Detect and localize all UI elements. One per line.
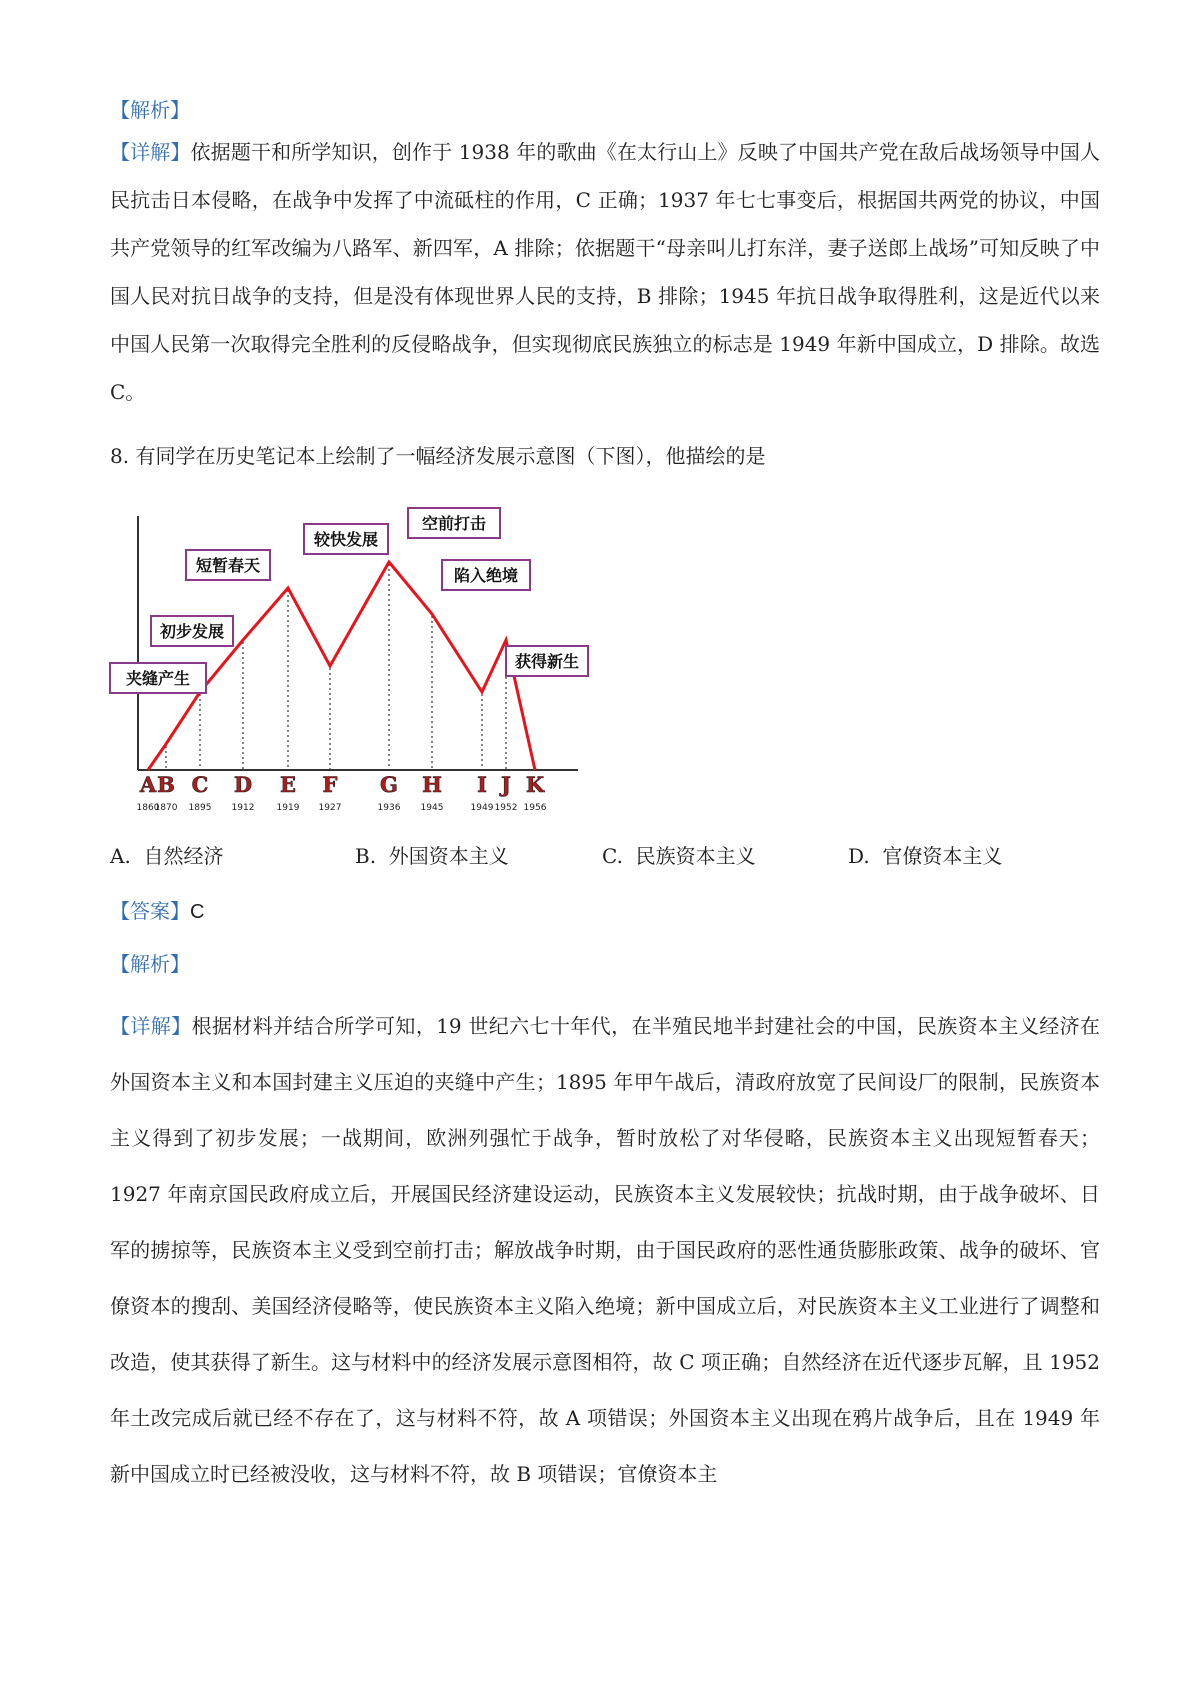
detail-paragraph-1 — [110, 128, 1100, 416]
tick-year-d: 1912 — [231, 803, 255, 813]
tick-year-g: 1936 — [377, 803, 401, 813]
question-text: 8. 有同学在历史笔记本上绘制了一幅经济发展示意图（下图），他描绘的是 — [110, 444, 766, 468]
tick-letter-k: K — [525, 772, 545, 797]
stage-label-3 — [186, 550, 270, 580]
option-c-text: 民族资本主义 — [635, 844, 756, 868]
option-c-letter: C. — [602, 844, 623, 868]
analysis-heading-1: 【解析】 — [110, 98, 190, 122]
answer-value: C — [190, 901, 205, 923]
tick-year-f: 1927 — [318, 803, 342, 813]
answer-line — [110, 895, 204, 924]
detail-label-1: 【详解】 — [110, 140, 191, 164]
tick-letter-g: G — [380, 772, 398, 797]
option-b[interactable] — [355, 840, 509, 869]
option-b-text: 外国资本主义 — [388, 844, 509, 868]
stage-label-1 — [110, 663, 206, 693]
tick-year-k: 1956 — [523, 803, 547, 813]
tick-year-b: 1870 — [154, 803, 178, 813]
option-a-text: 自然经济 — [143, 844, 224, 868]
tick-letter-f: F — [322, 772, 338, 797]
stage-label-text-1: 夹缝产生 — [125, 669, 191, 688]
answer-label: 【答案】 — [110, 899, 190, 923]
tick-year-h: 1945 — [420, 803, 444, 813]
tick-letter-d: D — [233, 772, 253, 797]
tick-letter-a: A — [139, 772, 157, 797]
option-d-letter: D. — [848, 844, 870, 868]
detail-label-2: 【详解】 — [110, 1014, 192, 1038]
stage-label-6 — [442, 560, 530, 590]
option-c[interactable] — [602, 840, 756, 869]
economic-development-chart — [108, 508, 588, 813]
stage-label-7 — [506, 646, 588, 676]
tick-letter-i: I — [477, 772, 487, 797]
stage-label-text-7: 获得新生 — [514, 652, 580, 671]
option-a[interactable] — [110, 840, 224, 869]
stage-label-2 — [151, 616, 233, 646]
stage-label-5 — [408, 508, 500, 538]
tick-year-c: 1895 — [188, 803, 212, 813]
analysis-heading-2: 【解析】 — [110, 952, 190, 976]
stage-label-text-6: 陷入绝境 — [453, 566, 519, 585]
option-b-letter: B. — [355, 844, 377, 868]
tick-year-j: 1952 — [494, 803, 518, 813]
detail-paragraph-2 — [110, 998, 1100, 1502]
tick-letter-j: J — [501, 772, 511, 797]
stage-label-4 — [304, 524, 388, 554]
tick-letter-e: E — [279, 772, 297, 797]
option-d-text: 官僚资本主义 — [882, 844, 1003, 868]
tick-letter-c: C — [191, 772, 209, 797]
tick-letter-h: H — [422, 772, 442, 797]
stage-label-text-5: 空前打击 — [421, 514, 487, 533]
tick-letter-b: B — [157, 772, 175, 797]
detail-text-1: 依据题干和所学知识，创作于 1938 年的歌曲《在太行山上》反映了中国共产党在敌后战场领导中国人民抗击日本侵略，在战争中发挥了中流砥柱的作用，C 正确；1937 年七七事变后，根据国共两党的协议，中国共产党领导的红军改编为八路军、新四军，A 排除；依据题干“母亲叫儿打东洋，妻子送郎上战场”可知反映了中国人民对抗日战争的支持，但是没有体现世界人民的支持，B 排除；1945 年抗日战争取得胜利，这是近代以来中国人民第一次取得完全胜利的反侵略战争，但实现彻底民族独立的标志是 1949 年新中国成立，D 排除。故选 C。 — [110, 140, 1100, 404]
detail-text-2: 根据材料并结合所学可知，19 世纪六七十年代，在半殖民地半封建社会的中国，民族资本主义经济在外国资本主义和本国封建主义压迫的夹缝中产生；1895 年甲午战后，清政府放宽了民间设厂的限制，民族资本主义得到了初步发展；一战期间，欧洲列强忙于战争，暂时放松了对华侵略，民族资本主义出现短暂春天；1927 年南京国民政府成立后，开展国民经济建设运动，民族资本主义发展较快；抗战时期，由于战争破坏、日军的掳掠等，民族资本主义受到空前打击；解放战争时期，由于国民政府的恶性通货膨胀政策、战争的破坏、官僚资本的搜刮、美国经济侵略等，使民族资本主义陷入绝境；新中国成立后，对民族资本主义工业进行了调整和改造，使其获得了新生。这与材料中的经济发展示意图相符，故 C 项正确；自然经济在近代逐步瓦解，且 1952 年土改完成后就已经不存在了，这与材料不符，故 A 项错误；外国资本主义出现在鸦片战争后，且在 1949 年新中国成立时已经被没收，这与材料不符，故 B 项错误；官僚资本主 — [110, 1014, 1101, 1486]
tick-year-e: 1919 — [276, 803, 300, 813]
option-a-letter: A. — [110, 844, 131, 868]
stage-label-text-4: 较快发展 — [313, 530, 379, 549]
option-d[interactable] — [848, 840, 1002, 869]
tick-year-i: 1949 — [470, 803, 494, 813]
tick-year-a: 1860 — [136, 803, 160, 813]
stage-label-text-3: 短暂春天 — [195, 556, 261, 575]
stage-label-text-2: 初步发展 — [159, 622, 225, 641]
